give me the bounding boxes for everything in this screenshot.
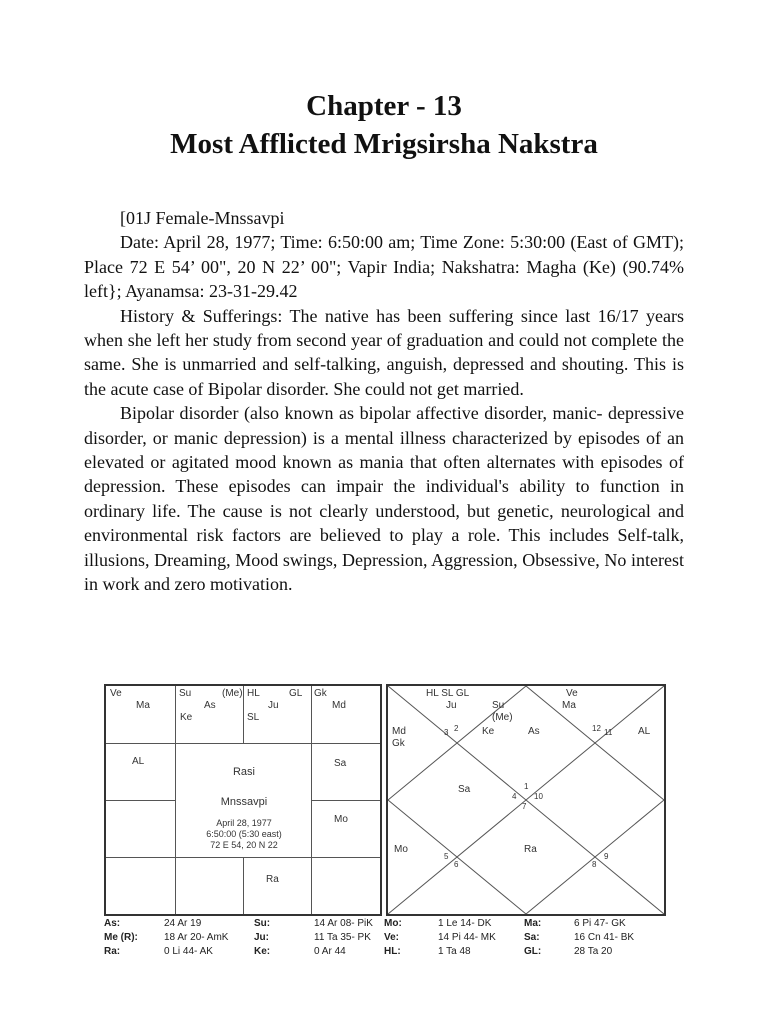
chapter-number: Chapter - 13: [306, 90, 462, 122]
chart-native: Mnssavpi: [220, 796, 268, 808]
rasi-label: Ra: [266, 874, 279, 885]
north-label: (Me): [492, 712, 513, 723]
rasi-label: Ma: [136, 700, 150, 711]
rasi-label: Sa: [334, 758, 347, 769]
planet-value: 11 Ta 35- PK: [314, 932, 371, 943]
planet-value: 14 Ar 08- PiK: [314, 918, 373, 929]
north-label: Ma: [562, 700, 576, 711]
rasi-label: AL: [132, 756, 145, 767]
north-label: Md: [392, 726, 406, 737]
rasi-label: Ve: [110, 688, 122, 699]
planet-value: 0 Li 44- AK: [164, 946, 213, 957]
rasi-label: GL: [289, 688, 303, 699]
chart-time: 6:50:00 (5:30 east): [206, 829, 282, 839]
rasi-label: (Me): [222, 688, 243, 699]
rasi-label: Su: [179, 688, 192, 699]
table-row: [104, 932, 666, 946]
planet-value: 18 Ar 20- AmK: [164, 932, 229, 943]
planet-value: 0 Ar 44: [314, 946, 346, 957]
north-label: Ke: [482, 726, 495, 737]
north-label: Ju: [446, 700, 457, 711]
chart-lines: [388, 686, 664, 914]
house-number: 7: [522, 802, 527, 811]
planet-value: 16 Cn 41- BK: [574, 932, 635, 943]
rasi-chart: [104, 684, 382, 916]
table-row: [104, 918, 666, 932]
north-label: Su: [492, 700, 505, 711]
house-number: 12: [592, 724, 601, 733]
history-paragraph: History & Sufferings: The native has been suffering since last 16/17 years when she left her study from second year of graduation and could not complete the same. She is unmarried and self-talking, anguish, depressed and shouting. This is the acute case of Bipolar disorder. She could not get married.: [84, 305, 684, 399]
planet-name: Ve:: [384, 932, 400, 943]
planet-name: Mo:: [384, 918, 402, 929]
chart-date: April 28, 1977: [216, 818, 272, 828]
north-label: Gk: [392, 738, 405, 749]
rasi-label: Mo: [334, 814, 348, 825]
planet-name: Ma:: [524, 918, 542, 929]
house-number: 4: [512, 792, 517, 801]
planet-value: 14 Pi 44- MK: [438, 932, 496, 943]
birth-details: Date: April 28, 1977; Time: 6:50:00 am; Time Zone: 5:30:00 (East of GMT); Place 72 E 54’ 00", 20 N 22’ 00"; Vapir India; Nakshatra: Magha (Ke) (90.74% left}; Ayanamsa: 23-31-29.42: [84, 232, 684, 302]
planet-positions-table: [104, 918, 666, 960]
north-label: Ve: [566, 688, 578, 699]
rasi-label: As: [204, 700, 216, 711]
house-number: 6: [454, 860, 459, 869]
planet-name: Ra:: [104, 946, 121, 957]
planet-value: 28 Ta 20: [574, 946, 613, 957]
planet-name: Su:: [254, 918, 271, 929]
planet-value: 1 Ta 48: [438, 946, 471, 957]
house-number: 11: [604, 728, 613, 737]
planet-name: As:: [104, 918, 121, 929]
chart-place: 72 E 54, 20 N 22: [210, 840, 278, 850]
north-label: Mo: [394, 844, 408, 855]
north-label: Sa: [458, 784, 471, 795]
planet-name: Sa:: [524, 932, 540, 943]
rasi-label: Ke: [180, 712, 193, 723]
north-label: AL: [638, 726, 651, 737]
rasi-label: Ju: [268, 700, 279, 711]
planet-value: 24 Ar 19: [164, 918, 202, 929]
planet-name: HL:: [384, 946, 401, 957]
house-number: 1: [524, 782, 529, 791]
north-label: As: [528, 726, 540, 737]
house-number: 5: [444, 852, 449, 861]
planet-value: 6 Pi 47- GK: [574, 918, 626, 929]
rasi-label: SL: [247, 712, 260, 723]
chart-name: Rasi: [232, 766, 255, 778]
planet-name: Ju:: [254, 932, 269, 943]
bipolar-paragraph: Bipolar disorder (also known as bipolar affective disorder, manic- depressive disorder, or manic depression) is a mental illness characterized by episodes of an elevated or agitated mood known as mania that often alternates with episodes of depression. These episodes can impair the individual's ability to function in ordinary life. The cause is not clearly understood, but genetic, neurological and environmental risk factors are believed to play a role. This includes Self-talk, illusions, Dreaming, Mood swings, Depression, Aggression, Obsessive, No interest in work and zero motivation.: [84, 403, 684, 595]
rasi-label: Md: [332, 700, 346, 711]
north-indian-chart: [386, 684, 666, 916]
north-label: HL SL GL: [426, 688, 470, 699]
house-number: 9: [604, 852, 609, 861]
rasi-label: HL: [247, 688, 260, 699]
north-label: Ra: [524, 844, 537, 855]
planet-name: Ke:: [254, 946, 271, 957]
planet-value: 1 Le 14- DK: [438, 918, 492, 929]
house-number: 8: [592, 860, 597, 869]
chapter-title: Most Afflicted Mrigsirsha Nakstra: [170, 128, 598, 160]
planet-name: Me (R):: [104, 932, 138, 943]
planet-name: GL:: [524, 946, 542, 957]
rasi-label: Gk: [314, 688, 327, 699]
table-row: [104, 946, 666, 960]
house-number: 2: [454, 724, 459, 733]
house-number: 10: [534, 792, 543, 801]
body-text: [84, 206, 684, 597]
house-number: 3: [444, 728, 449, 737]
case-id: [01J Female-Mnssavpi: [120, 208, 285, 228]
